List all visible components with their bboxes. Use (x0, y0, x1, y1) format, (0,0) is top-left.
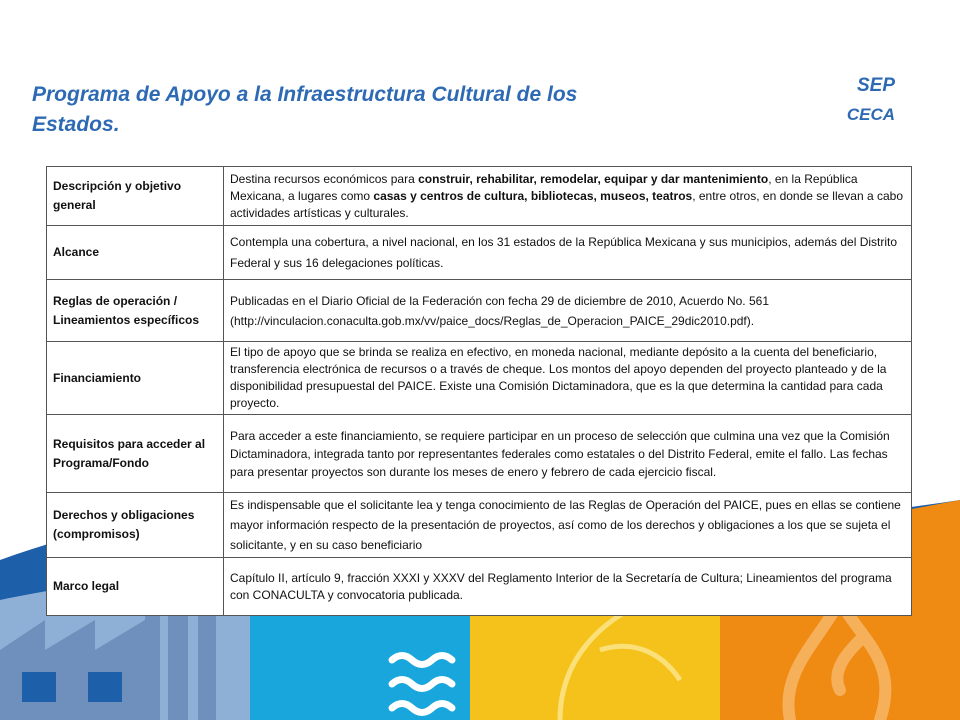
row-description: Publicadas en el Diario Oficial de la Federación con fecha 29 de diciembre de 2010, Acuerdo No. 561 (http://vinculacion.conaculta.gob.mx/vv/paice_docs/Reglas_de_Operacion_PAICE_29dic2010.pdf). (224, 280, 912, 342)
desc-part-bold: casas y centros de cultura, bibliotecas, museos, teatros (373, 188, 693, 203)
table-row (47, 558, 912, 616)
row-description: Contempla una cobertura, a nivel nacional, en los 31 estados de la República Mexicana y sus municipios, además del Distrito Federal y sus 16 delegaciones políticas. (224, 226, 912, 280)
row-description (224, 167, 912, 226)
table-row (47, 342, 912, 415)
program-info-table (46, 166, 912, 616)
desc-part: , entre otros, en donde se llevan a cabo actividades artísticas y culturales. (230, 188, 904, 220)
row-label: Reglas de operación / Lineamientos específicos (47, 280, 224, 342)
row-label: Alcance (47, 226, 224, 280)
row-description: Capítulo II, artículo 9, fracción XXXI y XXXV del Reglamento Interior de la Secretaría de Cultura; Lineamientos del programa con CONACULTA y convocatoria publicada. (224, 558, 912, 616)
desc-part: , en la República Mexicana, a lugares como (230, 171, 858, 203)
table-row (47, 226, 912, 280)
org-ceca-label: CECA (846, 105, 895, 124)
table-row (47, 415, 912, 493)
row-description: El tipo de apoyo que se brinda se realiza en efectivo, en moneda nacional, mediante depósito a la cuenta del beneficiario, transferencia electrónica de recursos o a través de cheque. Los montos del apoyo dependen del proyecto planteado y de la disponibilidad presupuestal del PAICE. Existe una Comisión Dictaminadora, que es la que determina la cantidad para cada proyecto. (224, 342, 912, 415)
table-row (47, 493, 912, 558)
org-sep-label: SEP (856, 75, 895, 96)
row-label: Descripción y objetivo general (47, 167, 224, 226)
table-row (47, 280, 912, 342)
desc-part: Destina recursos económicos para (230, 171, 419, 186)
row-label: Requisitos para acceder al Programa/Fondo (47, 415, 224, 493)
table-row (47, 167, 912, 226)
row-label: Financiamiento (47, 342, 224, 415)
row-label: Derechos y obligaciones (compromisos) (47, 493, 224, 558)
row-description: Es indispensable que el solicitante lea y tenga conocimiento de las Reglas de Operación del PAICE, pues en ellas se contiene mayor información respecto de la presentación de proyectos, así como de los derechos y obligaciones a los que se sujeta el solicitante, y en su caso beneficiario (224, 493, 912, 558)
row-label: Marco legal (47, 558, 224, 616)
desc-part-bold: construir, rehabilitar, remodelar, equipar y dar mantenimiento (418, 171, 769, 186)
page-title: Programa de Apoyo a la Infraestructura Cultural de los Estados. (32, 83, 578, 136)
row-description: Para acceder a este financiamiento, se requiere participar en un proceso de selección que culmina una vez que la Comisión Dictaminadora, integrada tanto por representantes federales como estatales o del Distrito Federal, emite el fallo. Las fechas para presentar proyectos son durante los meses de enero y febrero de cada ejercicio fiscal. (224, 415, 912, 493)
